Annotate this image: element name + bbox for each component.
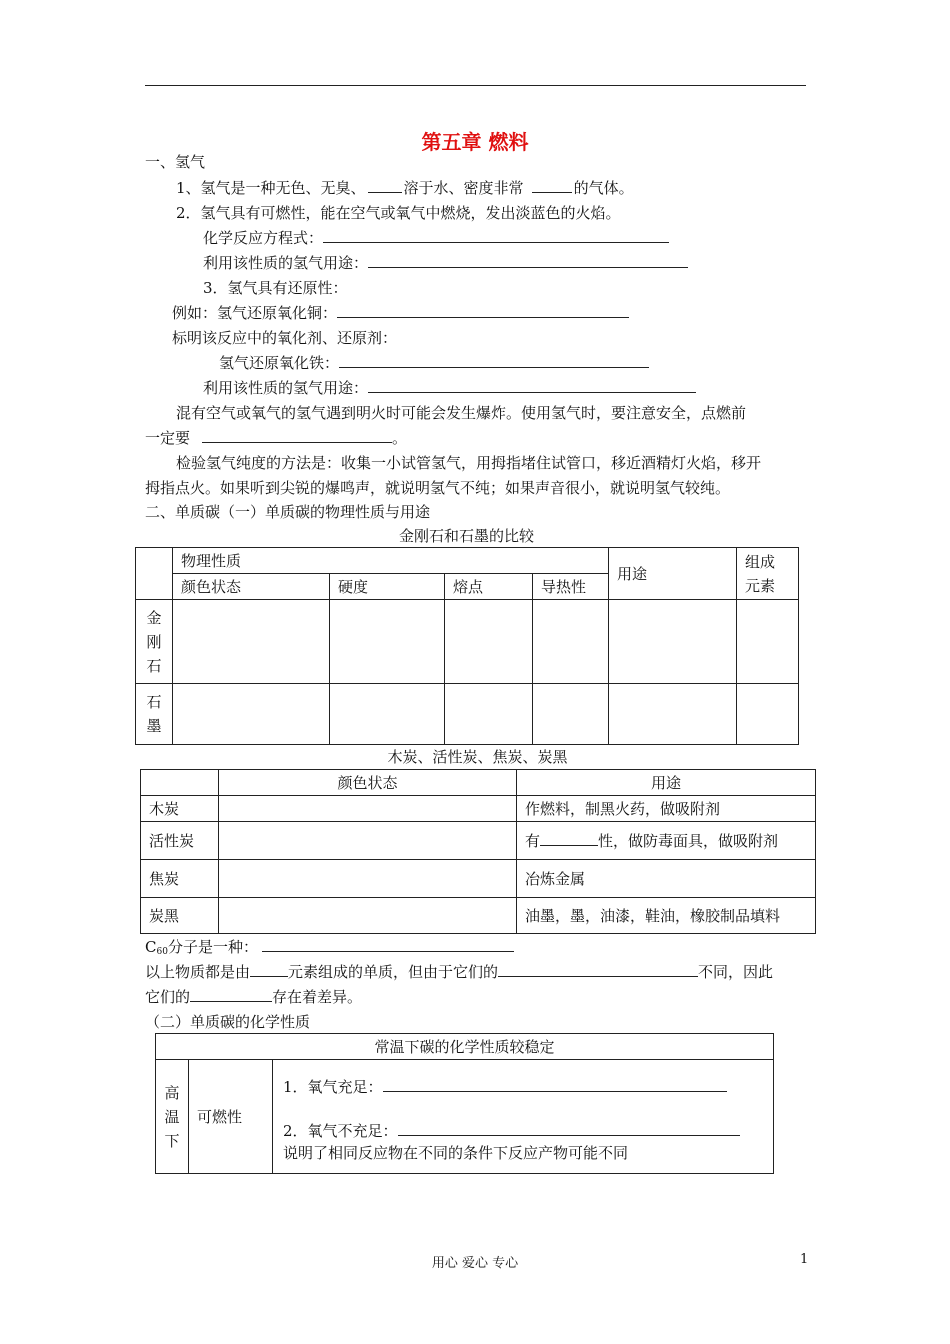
purity-line-1: 检验氢气纯度的方法是：收集一小试管氢气，用拇指堵住试管口，移近酒精灯火焰，移开	[176, 454, 762, 472]
stability-header: 常温下碳的化学性质较稳定	[156, 1034, 774, 1060]
col-color: 颜色状态	[173, 574, 330, 600]
row-activated-carbon: 活性炭	[141, 822, 219, 860]
diamond-graphite-table	[135, 547, 799, 745]
table-cell[interactable]	[445, 600, 533, 684]
table-cell[interactable]	[330, 600, 445, 684]
purity-line-2: 拇指点火。如果听到尖锐的爆鸣声，就说明氢气不纯；如果声音很小，就说明氢气较纯。	[145, 479, 731, 497]
hydrogen-line-2: 2．氢气具有可燃性，能在空气或氧气中燃烧，发出淡蓝色的火焰。	[176, 204, 621, 222]
table-cell[interactable]	[219, 796, 517, 822]
chemical-props-heading: （二）单质碳的化学性质	[145, 1013, 311, 1031]
oxygen-insufficient-line: 2．氧气不充足：	[283, 1120, 763, 1142]
row-diamond-label: 金 刚 石	[136, 600, 173, 684]
blank[interactable]	[368, 253, 688, 268]
high-temp-label: 高 温 下	[156, 1060, 189, 1174]
corner-cell	[136, 548, 173, 600]
blank[interactable]	[383, 1077, 727, 1092]
table2-caption: 木炭、活性炭、焦炭、炭黑	[387, 748, 568, 766]
safety-line: 混有空气或氧气的氢气遇到明火时可能会发生爆炸。使用氢气时，要注意安全，点燃前	[176, 404, 747, 422]
composition-header: 组成 元素	[737, 548, 799, 600]
table-cell[interactable]	[219, 860, 517, 898]
oxidant-line: 标明该反应中的氧化剂、还原剂：	[172, 329, 398, 347]
blank[interactable]	[190, 987, 272, 1002]
table-cell[interactable]	[173, 684, 330, 745]
coke-use: 冶炼金属	[517, 860, 816, 898]
carbon-forms-table	[140, 769, 816, 934]
header-rule	[145, 85, 806, 86]
row-carbon-black: 炭黑	[141, 898, 219, 934]
footer-motto: 用心 爱心 专心	[431, 1256, 519, 1271]
blank[interactable]	[339, 353, 649, 368]
col-conductivity: 导热性	[533, 574, 609, 600]
col-melting: 熔点	[445, 574, 533, 600]
table-cell[interactable]	[737, 600, 799, 684]
oxygen-sufficient-line: 1．氧气充足：	[283, 1076, 763, 1098]
combustibility-label: 可燃性	[189, 1060, 273, 1174]
corner-cell	[141, 770, 219, 796]
section-carbon-heading: 二、单质碳（一）单质碳的物理性质与用途	[145, 503, 431, 521]
phys-header: 物理性质	[173, 548, 609, 574]
blank[interactable]	[368, 178, 402, 193]
table-cell[interactable]	[533, 600, 609, 684]
safety-line-2: 一定要 。	[145, 429, 408, 447]
fe2o3-line: 氢气还原氧化铁：	[219, 353, 649, 373]
table-cell[interactable]	[219, 898, 517, 934]
page-number: 1	[800, 1252, 809, 1267]
table1-caption: 金刚石和石墨的比较	[398, 527, 534, 545]
blank[interactable]	[498, 962, 698, 977]
reducing-heading: 3．氢气具有还原性：	[203, 279, 348, 297]
table-cell[interactable]	[737, 684, 799, 745]
page-title: 第五章 燃料	[421, 130, 529, 154]
use-line-1: 利用该性质的氢气用途：	[203, 253, 688, 273]
carbon-black-use: 油墨，墨，油漆，鞋油，橡胶制品填料	[517, 898, 816, 934]
combustion-cell	[273, 1060, 774, 1174]
blank[interactable]	[262, 937, 514, 952]
blank[interactable]	[202, 428, 392, 443]
summary-line-1: 以上物质都是由 元素组成的单质，但由于它们的 不同，因此	[145, 963, 774, 981]
blank[interactable]	[532, 178, 572, 193]
table-cell[interactable]	[173, 600, 330, 684]
equation-line: 化学反应方程式：	[203, 228, 669, 248]
cuo-line: 例如：氢气还原氧化铜：	[172, 303, 629, 323]
c60-line: $C_{60}$分子是一种：	[145, 937, 514, 960]
blank[interactable]	[250, 962, 288, 977]
section-hydrogen-heading: 一、氢气	[145, 153, 206, 171]
hydrogen-line-1: 1、氢气是一种无色、无臭、 溶于水、密度非常 的气体。	[176, 179, 634, 197]
table-cell[interactable]	[445, 684, 533, 745]
conclusion-note: 说明了相同反应物在不同的条件下反应产物可能不同	[283, 1144, 629, 1162]
blank[interactable]	[337, 303, 629, 318]
table-cell[interactable]	[330, 684, 445, 745]
table-cell[interactable]	[219, 822, 517, 860]
table-cell[interactable]	[533, 684, 609, 745]
blank[interactable]	[398, 1121, 740, 1136]
blank[interactable]	[368, 378, 696, 393]
blank[interactable]	[323, 228, 669, 243]
col-hardness: 硬度	[330, 574, 445, 600]
row-coke: 焦炭	[141, 860, 219, 898]
col-use: 用途	[517, 770, 816, 796]
table-cell[interactable]	[609, 600, 737, 684]
col-color-state: 颜色状态	[219, 770, 517, 796]
blank[interactable]	[540, 831, 598, 846]
charcoal-use: 作燃料，制黑火药，做吸附剂	[517, 796, 816, 822]
row-graphite-label: 石 墨	[136, 684, 173, 745]
summary-line-2: 它们的 存在着差异。	[145, 988, 363, 1006]
chemical-props-table	[155, 1033, 774, 1174]
use-line-2: 利用该性质的氢气用途：	[203, 378, 696, 398]
use-header: 用途	[609, 548, 737, 600]
activated-carbon-use: 有 性，做防毒面具，做吸附剂	[517, 822, 816, 860]
table-cell[interactable]	[609, 684, 737, 745]
row-charcoal: 木炭	[141, 796, 219, 822]
